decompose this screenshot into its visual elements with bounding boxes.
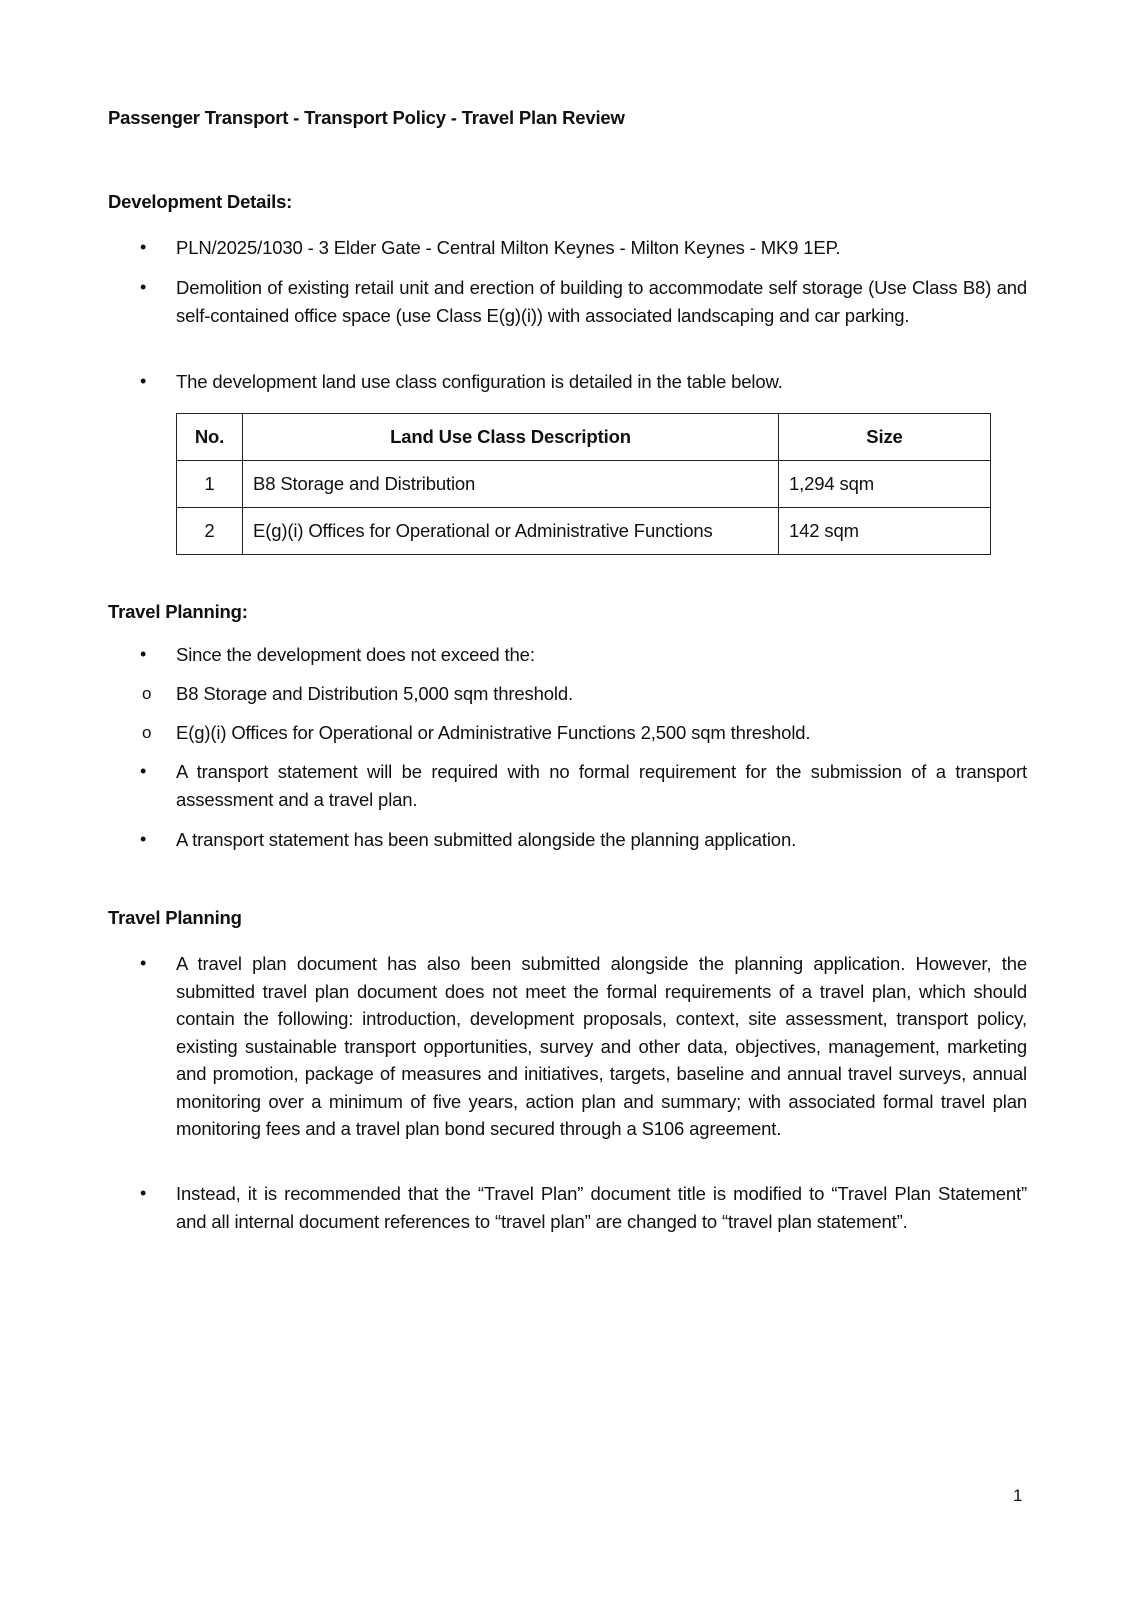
table-header-row xyxy=(177,414,991,461)
transport-statement-submitted: A transport statement has been submitted alongside the planning application. xyxy=(176,829,797,850)
bullet-icon: • xyxy=(140,761,147,781)
travel-planning-heading: Travel Planning: xyxy=(108,601,248,622)
page-number: 1 xyxy=(1013,1486,1023,1505)
header-size: Size xyxy=(779,414,991,461)
travel-plan-recommendation: Instead, it is recommended that the “Travel Plan” document title is modified to “Travel Plan Statement” and all internal document references to “travel plan” are changed to “travel plan statement”. xyxy=(176,1183,1027,1232)
bullet-icon: • xyxy=(140,953,147,973)
cell-size: 142 sqm xyxy=(779,508,991,555)
application-reference: PLN/2025/1030 - 3 Elder Gate - Central Milton Keynes - Milton Keynes - MK9 1EP. xyxy=(176,237,841,258)
sub-bullet-icon: o xyxy=(142,723,152,742)
bullet-icon: • xyxy=(140,1183,147,1203)
cell-no: 1 xyxy=(177,461,243,508)
table-row xyxy=(177,508,991,555)
threshold-b8: B8 Storage and Distribution 5,000 sqm threshold. xyxy=(176,683,573,704)
cell-size: 1,294 sqm xyxy=(779,461,991,508)
travel-planning-heading-2: Travel Planning xyxy=(108,907,242,928)
cell-description: B8 Storage and Distribution xyxy=(243,461,779,508)
table-intro: The development land use class configuration is detailed in the table below. xyxy=(176,371,783,392)
land-use-table xyxy=(176,413,991,555)
transport-statement-requirement: A transport statement will be required with no formal requirement for the submission of a transport assessment and a travel plan. xyxy=(176,761,1027,810)
cell-no: 2 xyxy=(177,508,243,555)
travel-plan-assessment: A travel plan document has also been submitted alongside the planning application. However, the submitted travel plan document does not meet the formal requirements of a travel plan, which should contain the following: introduction, development proposals, context, site assessment, transport policy, existing sustainable transport opportunities, survey and other data, objectives, management, marketing and promotion, package of measures and initiatives, targets, baseline and annual travel surveys, annual monitoring over a minimum of five years, action plan and summary; with associated formal travel plan monitoring fees and a travel plan bond secured through a S106 agreement. xyxy=(176,953,1027,1139)
document-title: Passenger Transport - Transport Policy - Travel Plan Review xyxy=(108,107,625,128)
sub-bullet-icon: o xyxy=(142,684,152,703)
bullet-icon: • xyxy=(140,829,147,849)
bullet-icon: • xyxy=(140,237,147,257)
header-no: No. xyxy=(177,414,243,461)
bullet-icon: • xyxy=(140,277,147,297)
header-description: Land Use Class Description xyxy=(243,414,779,461)
cell-description: E(g)(i) Offices for Operational or Administrative Functions xyxy=(243,508,779,555)
development-details-heading: Development Details: xyxy=(108,191,293,212)
threshold-intro: Since the development does not exceed the: xyxy=(176,644,535,665)
bullet-icon: • xyxy=(140,371,147,391)
bullet-icon: • xyxy=(140,644,147,664)
development-description: Demolition of existing retail unit and erection of building to accommodate self storage (Use Class B8) and self-contained office space (use Class E(g)(i)) with associated landscaping and car parking. xyxy=(176,277,1027,326)
threshold-egi: E(g)(i) Offices for Operational or Administrative Functions 2,500 sqm threshold. xyxy=(176,722,811,743)
table-row xyxy=(177,461,991,508)
